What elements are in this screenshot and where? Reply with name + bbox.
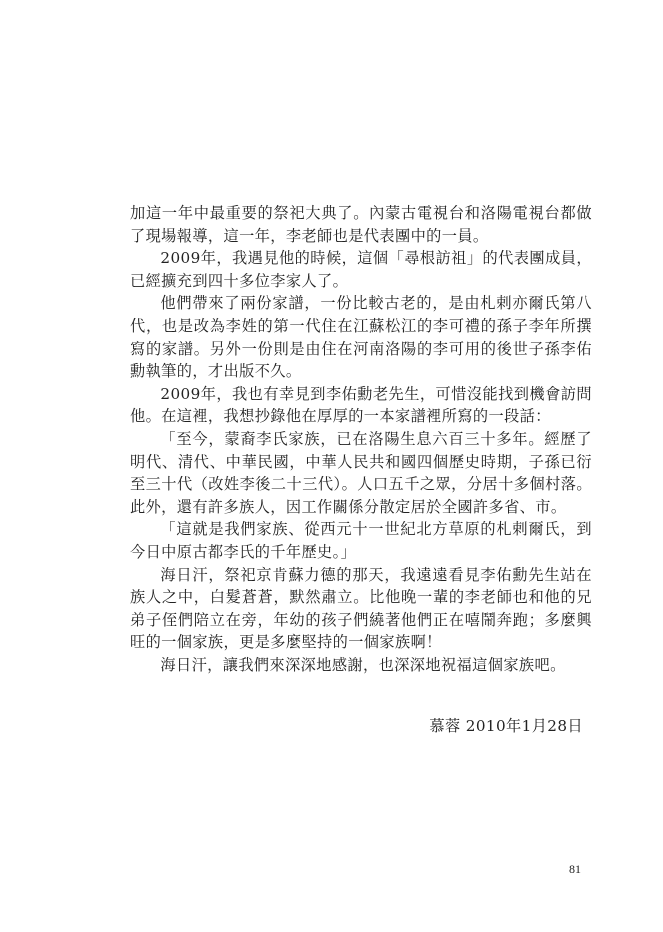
quote-paragraph: 「這就是我們家族、從西元十一世紀北方草原的札剌爾氏，到今日中原古都李氏的千年歷史。」 bbox=[130, 520, 592, 561]
body-text bbox=[130, 202, 592, 676]
paragraph: 海日汗，讓我們來深深地感謝，也深深地祝福這個家族吧。 bbox=[160, 655, 566, 674]
paragraph: 加這一年中最重要的祭祀大典了。內蒙古電視台和洛陽電視台都做了現場報導，這一年，李老師也是代表團中的一員。 bbox=[130, 204, 592, 245]
paragraph: 海日汗，祭祀京肯蘇力德的那天，我遠遠看見李佑勳先生站在族人之中，白髮蒼蒼，默然肅立。比他晚一輩的李老師也和他的兄弟子侄們陪立在旁，年幼的孩子們繞著他們正在嘻鬧奔跑；多麼興旺的一個家族，更是多麼堅持的一個家族啊！ bbox=[130, 565, 592, 652]
signature: 慕蓉 2010年1月28日 bbox=[429, 717, 583, 735]
paragraph: 他們帶來了兩份家譜，一份比較古老的，是由札剌亦爾氏第八代，也是改為李姓的第一代住在江蘇松江的李可禮的孫子李年所撰寫的家譜。另外一份則是由住在河南洛陽的李可用的後世子孫李佑勳執筆的，才出版不久。 bbox=[130, 294, 592, 381]
paragraph: 2009年，我也有幸見到李佑勳老先生，可惜沒能找到機會訪問他。在這裡，我想抄錄他在厚厚的一本家譜裡所寫的一段話： bbox=[130, 384, 592, 426]
quote-paragraph: 「至今，蒙裔李氏家族，已在洛陽生息六百三十多年。經歷了明代、清代、中華民國，中華人民共和國四個歷史時期，子孫已衍至三十代（改姓李後二十三代）。人口五千之眾，分居十多個村落。此外，還有許多族人，因工作關係分散定居於全國許多省、市。 bbox=[130, 429, 592, 516]
page-number: 81 bbox=[569, 862, 581, 876]
paragraph: 2009年，我遇見他的時候，這個「尋根訪祖」的代表團成員，已經擴充到四十多位李家人了。 bbox=[130, 249, 592, 290]
